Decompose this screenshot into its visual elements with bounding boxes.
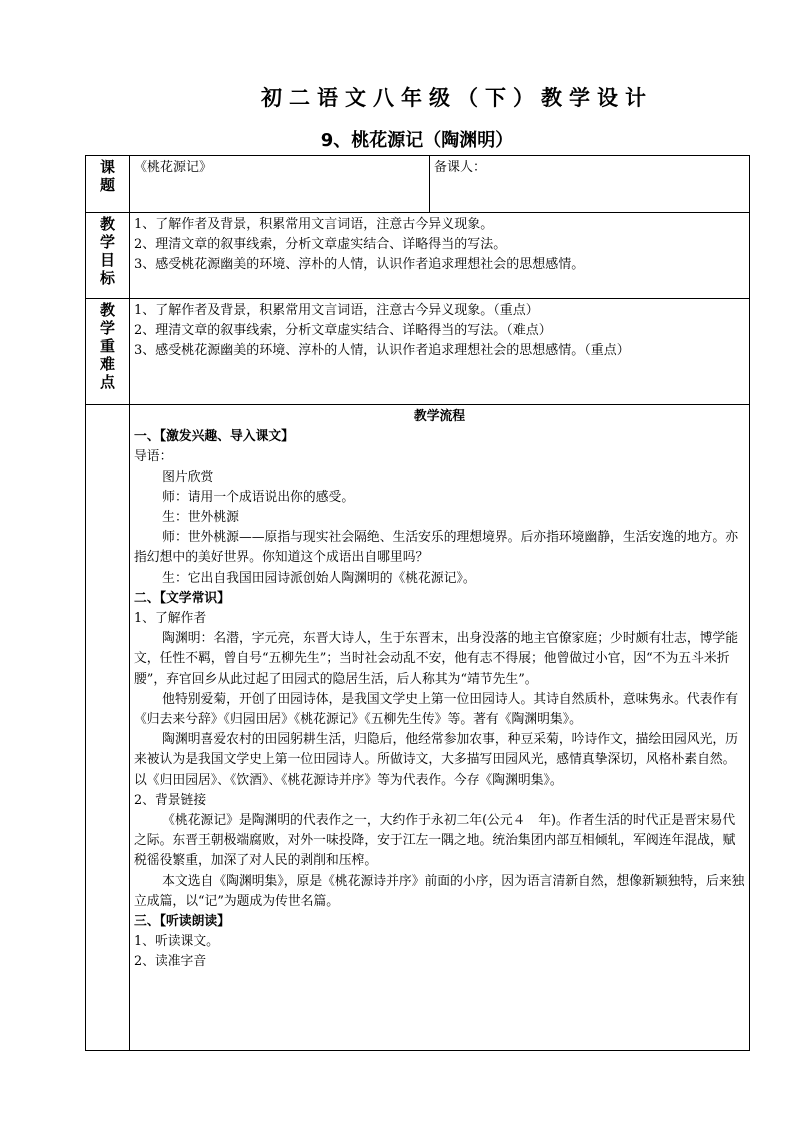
topic-value: 《桃花源记》 bbox=[130, 156, 430, 213]
key-points-content bbox=[130, 299, 750, 405]
lesson-plan-table bbox=[85, 155, 750, 1051]
key-point-item: 2、理清文章的叙事线索，分析文章虚实结合、详略得当的写法。（难点） bbox=[134, 323, 552, 338]
process-label bbox=[86, 405, 130, 1051]
key-point-item: 3、感受桃花源幽美的环境、淳朴的人情，认识作者追求理想社会的思想感情。（重点） bbox=[134, 343, 630, 358]
paragraph: 生：它出自我国田园诗派创始人陶渊明的《桃花源记》。 bbox=[162, 570, 476, 586]
list-item: 2、读准字音 bbox=[134, 954, 207, 970]
objectives-content bbox=[130, 213, 750, 299]
objective-item: 2、理清文章的叙事线索，分析文章虚实结合、详略得当的写法。 bbox=[134, 237, 507, 252]
section-heading: 二、【文学常识】 bbox=[134, 590, 230, 606]
objective-item: 1、了解作者及背景，积累常用文言词语，注意古今异义现象。 bbox=[134, 217, 494, 232]
paragraph: 陶渊明：名潜，字元亮，东晋大诗人，生于东晋末，出身没落的地主官僚家庭；少时颇有壮志，博学能文，任性不羁，曾自号“五柳先生”；当时社会动乱不安，他有志不得展；他曾做过小官，因“不为五斗米折腰”，弃官回乡从此过起了田园式的隐居生活，后人称其为“靖节先生”。 bbox=[134, 631, 739, 687]
topic-row bbox=[86, 156, 750, 213]
key-points-label: 教 学 重 难 点 bbox=[86, 299, 130, 405]
key-point-item: 1、了解作者及背景，积累常用文言词语，注意古今异义现象。（重点） bbox=[134, 303, 539, 318]
topic-label: 课 题 bbox=[86, 156, 130, 213]
preparer-cell: 备课人： bbox=[430, 156, 750, 213]
paragraph: 《桃花源记》是陶渊明的代表作之一，大约作于永初二年(公元４ 年)。作者生活的时代正是晋宋易代之际。东晋王朝极端腐败，对外一味投降，安于江左一隅之地。统治集团内部互相倾轧，军阀连年混战，赋税徭役繁重，加深了对人民的剥削和压榨。 bbox=[134, 813, 736, 869]
paragraph: 师：世外桃源——原指与现实社会隔绝、生活安乐的理想境界。后亦指环境幽静，生活安逸的地方。亦指幻想中的美好世界。你知道这个成语出自哪里吗？ bbox=[134, 530, 739, 566]
document-title: 初二语文八年级（下）教学设计 bbox=[261, 86, 653, 110]
subsection-heading: 1、了解作者 bbox=[134, 611, 207, 627]
process-content: 教学流程 一、【激发兴趣、导入课文】 导语： 图片欣赏 师：请用一个成语说出你的感受。 生：世外桃源 师：世外桃源——原指与现实社会隔绝、生活安乐的理想境界。后亦指环境幽静，生活安逸的地方。亦指幻想中的美好世界。你知道这个成语出自哪里吗？ 生：它出自我国田园诗派创始人陶渊明的《桃花源记》。 二、【文学常识】 1、了解作者 陶渊明：名潜，字元亮，东晋大诗人，生于东晋末，出身没落的地主官僚家庭；少时颇有壮志，博学能文，任性不羁，曾自号“五柳先生”；当时社会动乱不安，他有志不得展；他曾做过小官，因“不为五斗米折腰”，弃官回乡从此过起了田园式的隐居生活，后人称其为“靖节先生”。 他特别爱菊，开创了田园诗体，是我国文学史上第一位田园诗人。其诗自然质朴，意味隽永。代表作有《归去来兮辞》《归园田居》《桃花源记》《五柳先生传》等。著有《陶渊明集》。 陶渊明喜爱农村的田园躬耕生活，归隐后，他经常参加农事，种豆采菊，吟诗作文，描绘田园风光，历来被认为是我国文学史上第一位田园诗人。所做诗文，大多描写田园风光，感情真挚深切，风格朴素自然。以《归田园居》、《饮酒》、《桃花源诗并序》等为代表作。今存《陶渊明集》。 2、背景链接 《桃花源记》是陶渊明的代表作之一，大约作于永初二年(公元４ 年)。作者生活的时代正是晋宋易代之际。东晋王朝极端腐败，对外一味投降，安于江左一隅之地。统治集团内部互相倾轧，军阀连年混战，赋税徭役繁重，加深了对人民的剥削和压榨。 本文选自《陶渊明集》，原是《桃花源诗并序》前面的小序，因为语言清新自然，想像新颖独特，后来独立成篇，以“记”为题成为传世名篇。 三、【听读朗读】 1、听读课文。 2、读准字音 bbox=[130, 405, 750, 1051]
objective-item: 3、感受桃花源幽美的环境、淳朴的人情，认识作者追求理想社会的思想感情。 bbox=[134, 257, 585, 272]
objectives-row bbox=[86, 213, 750, 299]
list-item: 1、听读课文。 bbox=[134, 934, 219, 950]
lesson-title: 9、桃花源记（陶渊明） bbox=[320, 130, 514, 151]
subsection-heading: 2、背景链接 bbox=[134, 792, 207, 808]
paragraph: 他特别爱菊，开创了田园诗体，是我国文学史上第一位田园诗人。其诗自然质朴，意味隽永。代表作有《归去来兮辞》《归园田居》《桃花源记》《五柳先生传》等。著有《陶渊明集》。 bbox=[134, 691, 739, 728]
process-heading: 教学流程 bbox=[413, 409, 466, 424]
section-heading: 一、【激发兴趣、导入课文】 bbox=[134, 429, 294, 445]
objectives-label: 教 学 目 标 bbox=[86, 213, 130, 299]
key-points-row bbox=[86, 299, 750, 405]
paragraph: 本文选自《陶渊明集》，原是《桃花源诗并序》前面的小序，因为语言清新自然，想像新颖独特，后来独立成篇，以“记”为题成为传世名篇。 bbox=[134, 873, 745, 909]
section-heading: 三、【听读朗读】 bbox=[134, 914, 230, 930]
process-row bbox=[86, 405, 750, 1051]
paragraph: 陶渊明喜爱农村的田园躬耕生活，归隐后，他经常参加农事，种豆采菊，吟诗作文，描绘田园风光，历来被认为是我国文学史上第一位田园诗人。所做诗文，大多描写田园风光，感情真挚深切，风格朴素自然。以《归田园居》、《饮酒》、《桃花源诗并序》等为代表作。今存《陶渊明集》。 bbox=[134, 732, 739, 788]
